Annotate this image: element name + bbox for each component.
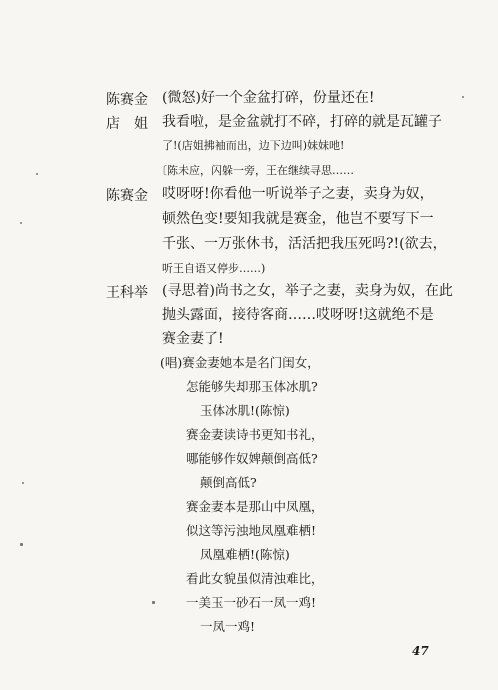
song-line: 似这等污浊地凤凰难栖!: [186, 523, 317, 538]
dialogue-line: 哎呀呀!你看他一听说举子之妻，卖身为奴，: [162, 186, 434, 202]
scan-speck: [462, 96, 464, 98]
song-line: 哪能够作奴婢颠倒高低?: [186, 451, 318, 466]
dialogue-line: (微怒)好一个金盆打碎，份量还在!: [162, 90, 375, 106]
dialogue-line: 千张、一万张休书，活活把我压死吗?!(欲去，: [162, 236, 447, 252]
dialogue-line: 赛金妻了!: [162, 331, 224, 347]
dialogue-line: 了!(店姐拂袖而出，边下边叫)妹妹吔!: [162, 139, 345, 152]
speaker-label: 陈赛金: [106, 188, 148, 204]
dialogue-line: (寻思着)尚书之女，举子之妻，卖身为奴，在此: [162, 283, 453, 299]
song-line: (唱)赛金妻她本是名门闺女，: [160, 355, 320, 370]
dialogue-line: 听王自语又停步……): [162, 262, 266, 275]
dialogue-line: 我看啦，是金盆就打不碎，打碎的就是瓦罐子: [162, 114, 442, 130]
scan-speck: [36, 173, 38, 175]
song-line: 怎能够失却那玉体冰肌?: [186, 379, 318, 394]
speaker-label: 店 姐: [106, 116, 148, 132]
song-line: 凤凰难栖!(陈惊): [200, 547, 290, 562]
scan-speck: [20, 543, 23, 546]
song-line: 颠倒高低?: [200, 475, 257, 490]
song-line: 一凤一鸡!: [200, 619, 256, 634]
speaker-label: 王科举: [106, 285, 148, 301]
song-line: 看此女貌虽似清浊难比，: [186, 571, 324, 586]
scan-speck: [22, 482, 24, 484]
song-line: 玉体冰肌!(陈惊): [200, 403, 290, 418]
scan-speck: [20, 222, 22, 224]
song-line: 一美玉一砂石一凤一鸡!: [186, 595, 317, 610]
speaker-label: 陈赛金: [106, 92, 148, 108]
page-number: 47: [412, 644, 429, 658]
dialogue-line: 抛头露面，接待客商……哎呀呀!这就绝不是: [162, 307, 434, 323]
scan-speck: [152, 601, 155, 604]
song-line: 赛金妻本是那山中凤凰，: [186, 499, 324, 514]
dialogue-line: 顿然色变!要知我就是赛金，他岂不要写下一: [162, 211, 434, 227]
stage-direction: 〔陈未应，闪躲一旁，王在继续寻思……: [156, 164, 354, 177]
song-line: 赛金妻读诗书更知书礼，: [186, 427, 324, 442]
